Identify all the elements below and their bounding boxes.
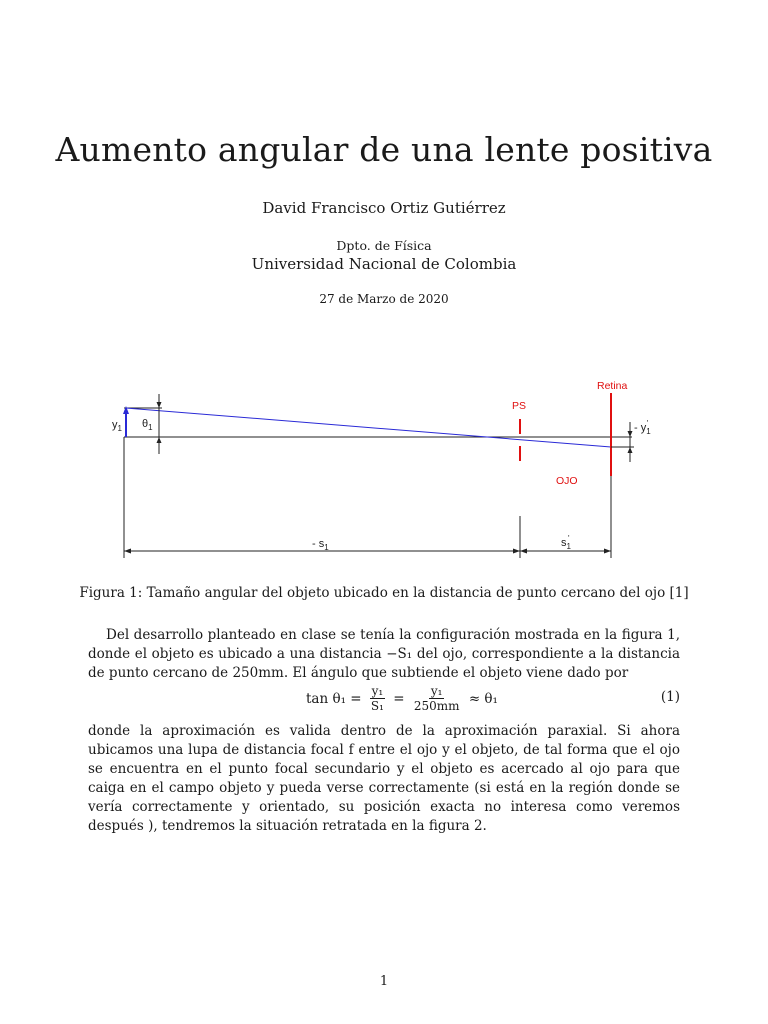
author-name: David Francisco Ortiz Gutiérrez <box>262 199 506 217</box>
s1-prime-label: $s_1'$ <box>561 534 571 551</box>
paragraph-1: Del desarrollo planteado en clase se tenía la configuración mostrada en la figura 1, donde el objeto es ubicado a una distancia −S₁ del ojo, correspondiente a la distancia de punto cercano de 250mm. El ángulo que subtiende el objeto viene dado por <box>88 627 680 681</box>
equation-number: (1) <box>660 689 680 705</box>
figure-caption: Figura 1: Tamaño angular del objeto ubicado en la distancia de punto cercano del ojo [1] <box>79 585 689 601</box>
eq-rhs: ≈ θ₁ <box>468 690 498 707</box>
retina-label: Retina <box>597 380 628 392</box>
university: Universidad Nacional de Colombia <box>251 255 517 273</box>
y1-prime-label: - $y_1'$ <box>634 419 651 436</box>
s1-label: - $s_1$ <box>312 538 329 552</box>
eq-fraction-2: $\frac{\text{y₁}}{250mm}$ <box>413 684 460 713</box>
ray <box>126 408 611 447</box>
eq-lhs: tan θ₁ = <box>306 690 362 707</box>
eq-equals: = <box>393 690 405 707</box>
theta1-label: $\theta_1$ <box>142 418 153 432</box>
ojo-label: OJO <box>556 475 578 487</box>
paragraph-2: donde la aproximación es valida dentro de la aproximación paraxial. Si ahora ubicamos una lupa de distancia focal f entre el ojo y el objeto, de tal forma que el ojo se encuentra en el punto focal secundario y el objeto es acercado al ojo para que caiga en el campo objeto y pueda verse correctamente (si está en la región donde se vería correctamente y orientado, su posición exacta no interesa como veremos después ), tendremos la situación retratada en la figura 2. <box>88 723 680 834</box>
eq-fraction-1: $\frac{\text{y₁}}{\text{S₁}}$ <box>370 684 384 713</box>
y1-label: $y_1$ <box>112 419 122 433</box>
object-arrow-head <box>123 406 129 414</box>
ps-label: PS <box>512 400 527 412</box>
publication-date: 27 de Marzo de 2020 <box>319 292 449 306</box>
paper-title: Aumento angular de una lente positiva <box>55 130 713 169</box>
optics-diagram <box>0 370 768 570</box>
page-number: 1 <box>379 974 389 989</box>
department: Dpto. de Física <box>336 238 432 253</box>
equation-1 <box>0 676 768 716</box>
